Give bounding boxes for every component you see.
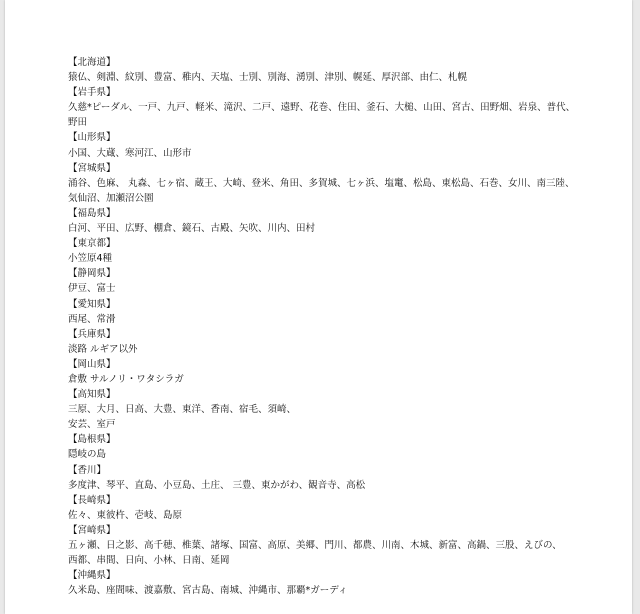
section-body bbox=[68, 372, 588, 387]
section-heading: 【島根県】 bbox=[68, 434, 116, 446]
section-heading: 【愛知県】 bbox=[68, 298, 116, 310]
section-heading: 【東京都】 bbox=[68, 238, 116, 250]
location-list-line: 久慈*ピーダル、一戸、九戸、軽米、滝沢、二戸、遠野、花巻、住田、釜石、大槌、山田、宮古、田野畑、岩泉、普代、 bbox=[68, 102, 576, 114]
document-page bbox=[5, 0, 632, 614]
section-body bbox=[68, 146, 588, 161]
section-heading: 【岩手県】 bbox=[68, 87, 116, 99]
location-list-line: 涌谷、色麻、 丸森、七ヶ宿、蔵王、大崎、登米、角田、多賀城、七ヶ浜、塩竃、松島、東松島、石巻、女川、南三陸、 bbox=[68, 177, 575, 189]
location-list-line: 気仙沼、加瀬沼公園 bbox=[68, 192, 154, 204]
location-list-line: 多度津、琴平、直島、小豆島、土庄、 三豊、東かがわ、観音寺、高松 bbox=[68, 479, 366, 491]
section-heading: 【長崎県】 bbox=[68, 494, 116, 506]
section-body bbox=[68, 447, 588, 462]
section-heading: 【山形県】 bbox=[68, 132, 116, 144]
location-list-line: 西尾、常滑 bbox=[68, 313, 116, 325]
location-list-line: 淡路 ルギア以外 bbox=[68, 343, 138, 355]
section-heading: 【岡山県】 bbox=[68, 358, 116, 370]
section-body bbox=[68, 508, 588, 523]
section-heading: 【宮城県】 bbox=[68, 162, 116, 174]
location-list-line: 西都、串間、日向、小林、日南、延岡 bbox=[68, 555, 230, 567]
location-list-line: 三原、大月、日高、大豊、東洋、香南、宿毛、須崎、 bbox=[68, 404, 297, 416]
section-heading: 【静岡県】 bbox=[68, 268, 116, 280]
location-list-line: 野田 bbox=[68, 117, 88, 129]
location-list-line: 佐々、東彼杵、壱岐、島原 bbox=[68, 509, 183, 521]
section-body bbox=[68, 478, 588, 493]
section-heading: 【宮崎県】 bbox=[68, 524, 116, 536]
location-list-line: 小笠原4種 bbox=[68, 253, 113, 265]
location-list-line: 安芸、室戸 bbox=[68, 419, 116, 431]
section-heading: 【沖縄県】 bbox=[68, 570, 116, 582]
section-body bbox=[68, 583, 588, 598]
section-body bbox=[68, 538, 588, 568]
section-body bbox=[68, 251, 588, 266]
location-list-line: 五ヶ瀬、日之影、高千穂、椎葉、諸塚、国富、高原、美郷、門川、都農、川南、木城、新富、高鍋、三股、えびの、 bbox=[68, 540, 562, 551]
section-heading: 【香川】 bbox=[68, 464, 107, 476]
location-list-line: 小国、大蔵、寒河江、山形市 bbox=[68, 147, 192, 159]
location-list-line: 白河、平田、広野、棚倉、鏡石、古殿、矢吹、川内、田村 bbox=[68, 223, 316, 235]
section-heading: 【兵庫県】 bbox=[68, 328, 116, 340]
location-list-line: 倉敷 サルノリ・ワタシラガ bbox=[68, 373, 184, 385]
section-body bbox=[68, 100, 588, 130]
section-body bbox=[68, 176, 588, 206]
location-list-line: 久米島、座間味、渡嘉敷、宮古島、南城、沖縄市、那覇*ガーディ bbox=[68, 585, 348, 597]
location-list-line: 伊豆、富士 bbox=[68, 283, 116, 295]
section-body bbox=[68, 70, 588, 85]
section-body bbox=[68, 221, 588, 236]
section-heading: 【高知県】 bbox=[68, 389, 116, 401]
section-body bbox=[68, 342, 588, 357]
section-heading: 【福島県】 bbox=[68, 207, 116, 219]
document-content bbox=[68, 55, 588, 598]
section-heading: 【北海道】 bbox=[68, 57, 116, 68]
section-body bbox=[68, 402, 588, 432]
location-list-line: 猿仏、剣淵、紋別、豊富、稚内、天塩、士別、別海、湧別、津別、幌延、厚沢部、由仁、札幌 bbox=[68, 72, 468, 84]
section-body bbox=[68, 312, 588, 327]
section-body bbox=[68, 281, 588, 296]
location-list-line: 隠岐の島 bbox=[68, 449, 107, 461]
